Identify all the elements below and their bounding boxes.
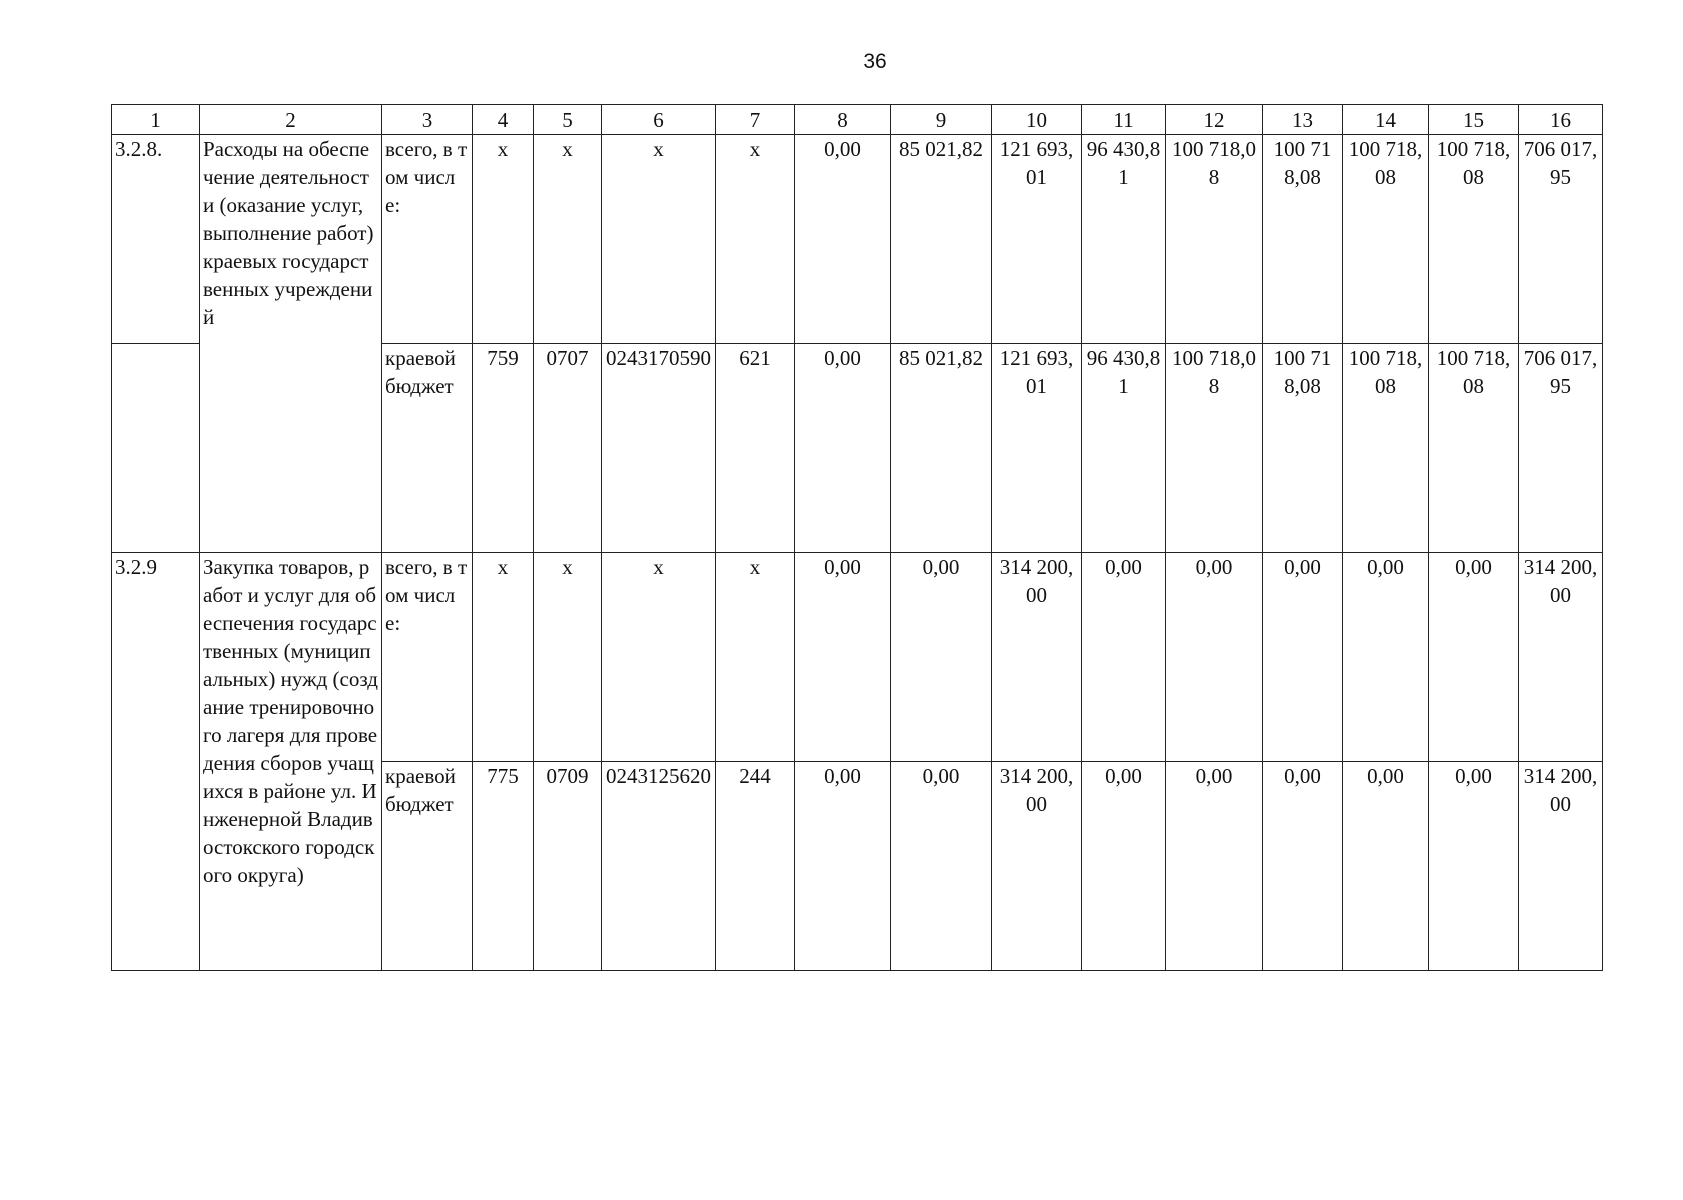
row-code: 3.2.9 <box>112 553 200 971</box>
cell-col4: x <box>473 553 534 762</box>
column-header: 9 <box>891 105 992 135</box>
column-header: 3 <box>382 105 473 135</box>
cell-col15: 0,00 <box>1429 553 1519 762</box>
cell-col8: 0,00 <box>795 135 891 344</box>
column-header: 15 <box>1429 105 1519 135</box>
column-header: 11 <box>1082 105 1166 135</box>
cell-col5: 0709 <box>534 762 602 971</box>
cell-col16: 706 017,95 <box>1519 135 1603 344</box>
cell-col7: 244 <box>716 762 795 971</box>
table-row <box>112 553 1603 762</box>
cell-col15: 100 718,08 <box>1429 135 1519 344</box>
cell-col5: 0707 <box>534 344 602 553</box>
row-name: Закупка товаров, работ и услуг для обеспечения государственных (муниципальных) нужд (создание тренировочного лагеря для проведения сборов учащихся в районе ул. Инженерной Владивостокского городского округа) <box>200 553 382 971</box>
cell-col4: 759 <box>473 344 534 553</box>
budget-table <box>111 104 1603 971</box>
cell-col9: 0,00 <box>891 762 992 971</box>
cell-col5: x <box>534 553 602 762</box>
cell-col6: 0243170590 <box>602 344 716 553</box>
cell-col12: 0,00 <box>1166 553 1263 762</box>
column-number-row <box>112 105 1603 135</box>
cell-col13: 0,00 <box>1263 762 1343 971</box>
cell-col7: x <box>716 553 795 762</box>
cell-col14: 100 718,08 <box>1343 344 1429 553</box>
cell-col6: x <box>602 135 716 344</box>
cell-col8: 0,00 <box>795 344 891 553</box>
column-header: 6 <box>602 105 716 135</box>
cell-col14: 0,00 <box>1343 553 1429 762</box>
table-row <box>112 135 1603 344</box>
cell-col7: x <box>716 135 795 344</box>
cell-col12: 100 718,08 <box>1166 135 1263 344</box>
cell-col10: 121 693,01 <box>992 344 1082 553</box>
cell-col12: 0,00 <box>1166 762 1263 971</box>
row-name: Расходы на обеспечение деятельности (оказание услуг, выполнение работ) краевых государственных учреждений <box>200 135 382 553</box>
cell-col16: 314 200,00 <box>1519 762 1603 971</box>
column-header: 13 <box>1263 105 1343 135</box>
funding-source: краевой бюджет <box>382 762 473 971</box>
cell-col16: 706 017,95 <box>1519 344 1603 553</box>
cell-col10: 314 200,00 <box>992 553 1082 762</box>
column-header: 5 <box>534 105 602 135</box>
cell-col4: 775 <box>473 762 534 971</box>
column-header: 4 <box>473 105 534 135</box>
cell-col9: 85 021,82 <box>891 135 992 344</box>
cell-col10: 314 200,00 <box>992 762 1082 971</box>
cell-col13: 100 718,08 <box>1263 135 1343 344</box>
cell-col11: 96 430,81 <box>1082 135 1166 344</box>
cell-col11: 0,00 <box>1082 762 1166 971</box>
cell-col15: 0,00 <box>1429 762 1519 971</box>
cell-col12: 100 718,08 <box>1166 344 1263 553</box>
row-code: 3.2.8. <box>112 135 200 344</box>
cell-col16: 314 200,00 <box>1519 553 1603 762</box>
cell-col9: 85 021,82 <box>891 344 992 553</box>
cell-col6: x <box>602 553 716 762</box>
cell-col13: 0,00 <box>1263 553 1343 762</box>
column-header: 2 <box>200 105 382 135</box>
cell-col14: 0,00 <box>1343 762 1429 971</box>
cell-col8: 0,00 <box>795 553 891 762</box>
cell-col10: 121 693,01 <box>992 135 1082 344</box>
cell-col6: 0243125620 <box>602 762 716 971</box>
cell-col7: 621 <box>716 344 795 553</box>
funding-source: краевой бюджет <box>382 344 473 553</box>
cell-col9: 0,00 <box>891 553 992 762</box>
cell-col4: x <box>473 135 534 344</box>
column-header: 14 <box>1343 105 1429 135</box>
row-code-empty <box>112 344 200 553</box>
cell-col5: x <box>534 135 602 344</box>
column-header: 10 <box>992 105 1082 135</box>
cell-col11: 0,00 <box>1082 553 1166 762</box>
column-header: 8 <box>795 105 891 135</box>
cell-col13: 100 718,08 <box>1263 344 1343 553</box>
page-number: 36 <box>863 50 887 73</box>
cell-col11: 96 430,81 <box>1082 344 1166 553</box>
funding-source: всего, в том числе: <box>382 135 473 344</box>
cell-col15: 100 718,08 <box>1429 344 1519 553</box>
funding-source: всего, в том числе: <box>382 553 473 762</box>
cell-col8: 0,00 <box>795 762 891 971</box>
cell-col14: 100 718,08 <box>1343 135 1429 344</box>
column-header: 7 <box>716 105 795 135</box>
column-header: 12 <box>1166 105 1263 135</box>
column-header: 16 <box>1519 105 1603 135</box>
column-header: 1 <box>112 105 200 135</box>
